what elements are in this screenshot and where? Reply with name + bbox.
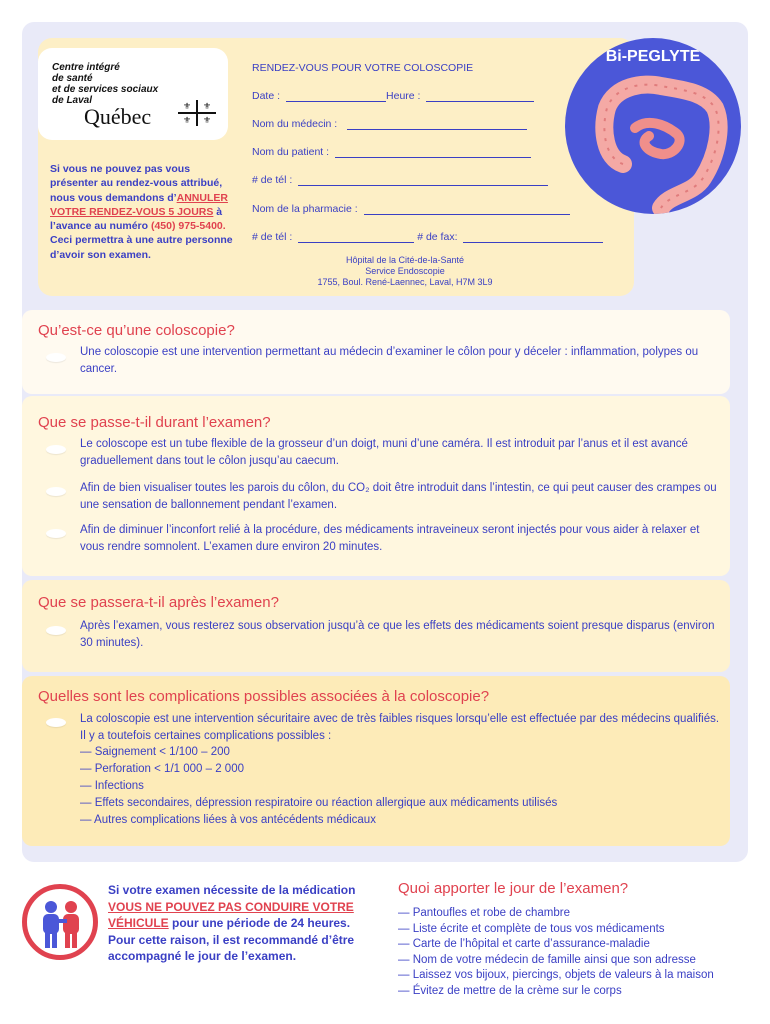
driving-warning-emphasis: VOUS NE POUVEZ PAS CONDUIRE VOTRE VÉHICULE	[108, 899, 354, 930]
section-title: Quelles sont les complications possibles associées à la coloscopie?	[38, 688, 490, 705]
brand-name: Bi-PEGLYTE	[605, 48, 701, 65]
hospital-address: Hôpital de la Cité-de-la-Santé Service Endoscopie 1755, Boul. René-Laennec, Laval, H7M 3L9	[317, 255, 493, 287]
pharmacy-field[interactable]: Nom de la pharmacie :	[252, 203, 570, 215]
appointment-title: RENDEZ-VOUS POUR VOTRE COLOSCOPIE	[252, 62, 474, 74]
section-text: La coloscopie est une intervention sécuritaire avec de très faibles risques lorsqu’elle est effectuée par des médecins qualifiés. Il y a toutefois certaines complications possibles :	[80, 713, 720, 742]
section-title: Que se passe-t-il durant l’examen?	[38, 414, 271, 431]
section-text: Afin de bien visualiser toutes les parois du côlon, du CO₂ doit être introduit dans l’intestin, ce qui peut causer des crampes ou une sensation de ballonnement pendant l’examen.	[80, 482, 717, 511]
doctor-field[interactable]: Nom du médecin :	[252, 118, 527, 130]
section-title: Que se passera-t-il après l’examen?	[38, 594, 279, 611]
section-complications	[22, 676, 730, 846]
section-text: Le coloscope est un tube flexible de la grosseur d’un doigt, muni d’une caméra. Il est introduit par l’anus et il est avancé graduellement dans tout le côlon jusqu’au caecum.	[80, 438, 688, 467]
section-text: Une coloscopie est une intervention permettant au médecin d’examiner le côlon pour y déceler : inflammation, polypes ou cancer.	[80, 346, 699, 375]
cancel-warning: ANNULER VOTRE RENDEZ-VOUS 5 JOURS	[50, 191, 228, 218]
section-text: Après l’examen, vous resterez sous observation jusqu’à ce que les effets des médicaments soient presque disparus (environ 30 minutes).	[80, 620, 715, 649]
no-driving-icon	[22, 884, 98, 960]
colon-illustration	[565, 38, 741, 214]
bullet	[46, 353, 66, 362]
pharmacy-phone-fax-field[interactable]: # de tél : # de fax:	[252, 231, 603, 243]
date-field[interactable]: Date : Heure :	[252, 90, 534, 102]
bullet	[46, 529, 66, 538]
bring-item: — Carte de l’hôpital et carte d’assurance-maladie	[398, 938, 650, 950]
complication-item: — Autres complications liées à vos antécédents médicaux	[80, 814, 376, 826]
complication-item: — Saignement < 1/100 – 200	[80, 746, 230, 758]
bullet	[46, 718, 66, 727]
quebec-wordmark: Québec	[84, 104, 152, 129]
bring-item: — Évitez de mettre de la crème sur le corps	[398, 985, 622, 997]
bi-peglyte-badge	[565, 38, 741, 214]
bring-item: — Nom de votre médecin de famille ainsi que son adresse	[398, 954, 696, 966]
complication-item: — Infections	[80, 780, 144, 792]
phone-field[interactable]: # de tél :	[252, 174, 548, 186]
complication-item: — Perforation < 1/1 000 – 2 000	[80, 763, 244, 775]
section-title: Qu’est-ce qu’une coloscopie?	[38, 322, 235, 339]
quebec-flag-icon: ⚜ ⚜ ⚜ ⚜	[178, 100, 216, 126]
bring-item: — Laissez vos bijoux, piercings, objets de valeurs à la maison	[398, 969, 714, 981]
organization-name: Centre intégré de santé et de services sociaux de Laval	[52, 62, 159, 106]
section-text: Afin de diminuer l’inconfort relié à la procédure, des médicaments intraveineux seront injectés pour vous aider à relaxer et vous rendre somnolent. L’examen dure environ 20 minutes.	[80, 524, 700, 553]
bullet	[46, 487, 66, 496]
patient-field[interactable]: Nom du patient :	[252, 146, 531, 158]
bullet	[46, 626, 66, 635]
section-what-is	[22, 310, 730, 394]
phone-number: (450) 975-5400.	[150, 220, 226, 233]
cisss-laval-logo	[38, 48, 228, 140]
driving-warning: Si votre examen nécessite de la médication VOUS NE POUVEZ PAS CONDUIRE VOTRE VÉHICULE pour une période de 24 heures. Pour cette raison, il est recommandé d’être accompagné le jour de l’examen.	[108, 883, 356, 963]
section-during	[22, 396, 730, 576]
section-after	[22, 580, 730, 672]
cancellation-notice: Si vous ne pouvez pas vous présenter au rendez-vous attribué, nous vous demandons d’ANNULER VOTRE RENDEZ-VOUS 5 JOURS à l’avance au numéro (450) 975-5400. Ceci permettra à une autre personne d’avoir son examen.	[50, 163, 233, 261]
complication-item: — Effets secondaires, dépression respiratoire ou réaction allergique aux médicaments utilisés	[80, 797, 558, 809]
bring-item: — Pantoufles et robe de chambre	[398, 907, 570, 919]
bullet	[46, 445, 66, 454]
bring-title: Quoi apporter le jour de l’examen?	[398, 880, 629, 897]
bring-item: — Liste écrite et complète de tous vos médicaments	[398, 923, 665, 935]
